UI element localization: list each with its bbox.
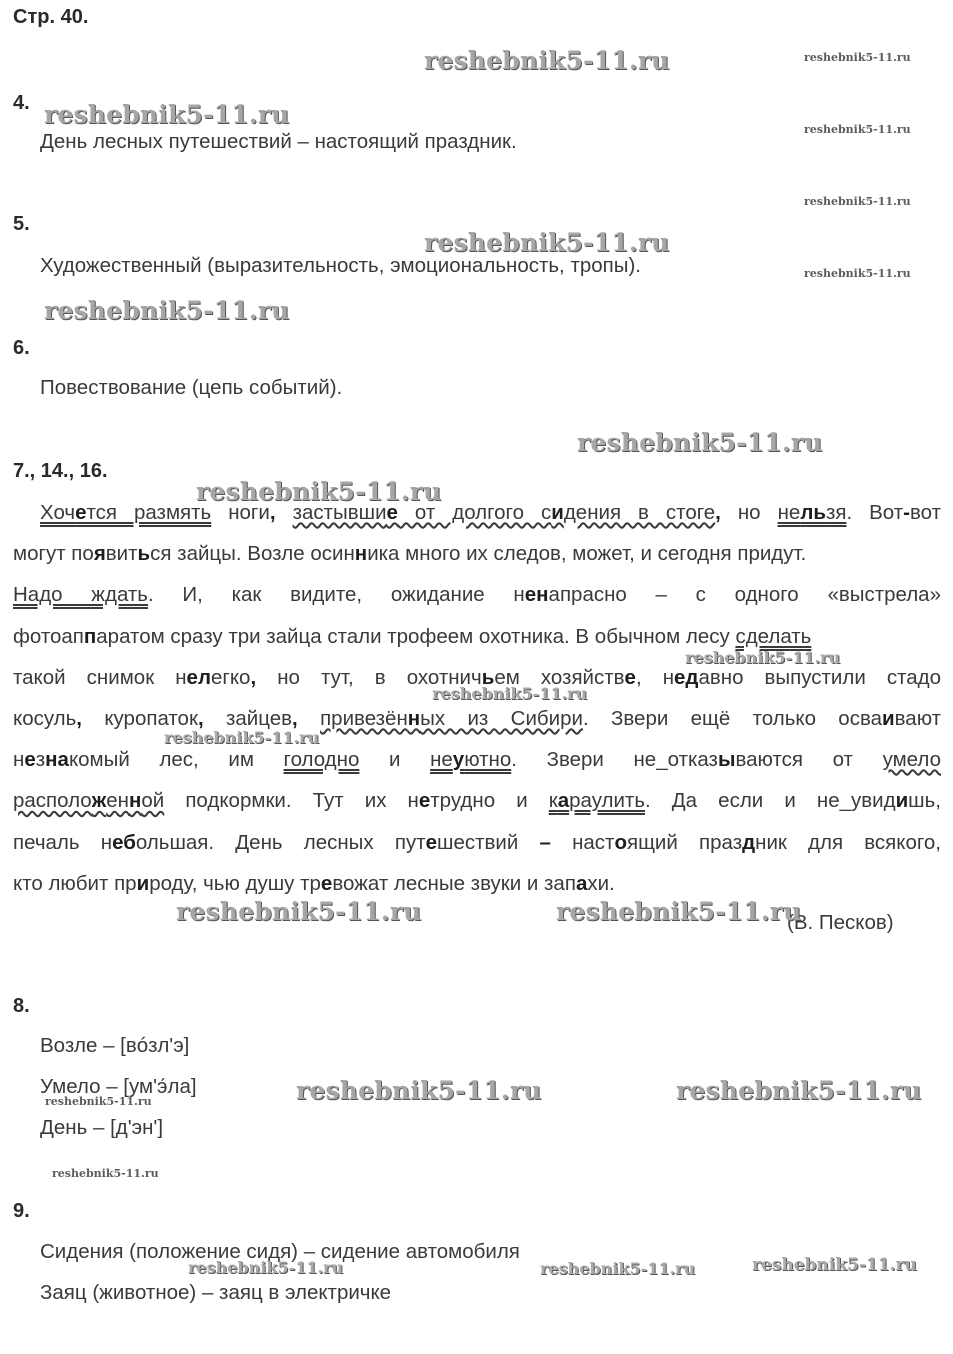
marked-text: - — [903, 501, 910, 524]
text-segment: фотоап — [13, 624, 84, 648]
task-8-number: 8. — [13, 995, 30, 1017]
text-segment: ящий праз — [626, 830, 743, 854]
watermark: reshebnik5-11.ru — [540, 1259, 696, 1278]
watermark: reshebnik5-11.ru — [164, 728, 320, 747]
marked-text: , — [269, 501, 276, 524]
marked-text: ь — [481, 665, 495, 689]
text-segment: ник для всякого, — [755, 830, 941, 854]
text-segment: наст — [550, 830, 615, 854]
marked-text: голодно — [283, 748, 360, 772]
task-7-author: (В. Песков) — [787, 911, 894, 934]
task-6-number: 6. — [13, 337, 30, 359]
text-segment: вот — [909, 501, 941, 524]
watermark: reshebnik5-11.ru — [176, 897, 422, 926]
marked-text: ь — [137, 542, 151, 566]
task-8-item: Возле – [вóзл'э] — [40, 1034, 190, 1057]
watermark: reshebnik5-11.ru — [804, 267, 911, 280]
watermark: reshebnik5-11.ru — [424, 228, 670, 257]
watermark: reshebnik5-11.ru — [432, 684, 588, 703]
marked-text: п — [83, 624, 97, 648]
text-segment: шествий — [437, 830, 540, 854]
marked-text: я — [93, 542, 106, 566]
text-segment: но — [720, 501, 778, 524]
marked-text: е — [24, 748, 36, 772]
text-segment: ся зайцы. Возле осин — [150, 542, 355, 566]
watermark: reshebnik5-11.ru — [45, 1095, 152, 1108]
marked-text: е — [425, 830, 438, 854]
marked-text: е — [386, 501, 398, 524]
task-9-item: Сидения (положение сидя) – сидение автомобиля — [40, 1240, 520, 1263]
marked-text: е — [320, 871, 333, 895]
marked-text: о — [614, 830, 627, 854]
text-segment: авно выпустили стадо — [698, 665, 941, 689]
text-segment: кто любит пр — [13, 871, 137, 895]
marked-text: и — [882, 706, 895, 730]
watermark: reshebnik5-11.ru — [804, 51, 911, 64]
task-5-number: 5. — [13, 213, 30, 235]
marked-text: тся размять — [86, 501, 212, 524]
marked-text: не — [430, 748, 453, 772]
marked-text: а — [575, 871, 588, 895]
text-line — [13, 574, 941, 615]
task-4-answer: День лесных путешествий – настоящий праздник. — [40, 130, 517, 153]
marked-text: зя — [825, 501, 847, 524]
text-segment: но тут, в охотнич — [256, 665, 482, 689]
watermark: reshebnik5-11.ru — [676, 1076, 922, 1105]
marked-text: и — [895, 789, 909, 813]
watermark: reshebnik5-11.ru — [577, 428, 823, 457]
marked-text: умело — [882, 748, 941, 772]
marked-text: от долгого с — [397, 501, 552, 524]
text-segment: трудно и — [430, 789, 549, 813]
watermark: reshebnik5-11.ru — [196, 477, 442, 506]
watermark: reshebnik5-11.ru — [752, 1255, 917, 1275]
marked-text: ой — [141, 789, 165, 813]
text-segment: зайцев — [203, 706, 293, 730]
marked-text: располо — [13, 789, 92, 813]
text-segment: . Звери ещё только осва — [582, 706, 883, 730]
marked-text: Хоч — [40, 501, 76, 524]
marked-text: , — [76, 706, 82, 730]
text-line — [13, 492, 941, 533]
marked-text: ль — [800, 501, 826, 524]
marked-text: к — [548, 789, 558, 813]
marked-text: н — [354, 542, 368, 566]
marked-text: не — [777, 501, 801, 524]
text-segment: . И, как видите, ожидание н — [148, 583, 525, 607]
marked-text: а — [557, 789, 570, 813]
page-header: Стр. 40. — [13, 6, 89, 28]
marked-text: – — [539, 830, 551, 854]
marked-text: у — [452, 748, 465, 772]
marked-text: и — [551, 501, 564, 524]
marked-text: д — [742, 830, 756, 854]
marked-text: , — [715, 501, 721, 524]
watermark: reshebnik5-11.ru — [556, 897, 802, 926]
text-segment: апрасно – с одного «выстрела» — [548, 583, 941, 607]
task-4-number: 4. — [13, 92, 30, 114]
text-segment: н — [13, 748, 25, 772]
task-5-answer: Художественный (выразительность, эмоциональность, тропы). — [40, 254, 641, 277]
text-segment — [298, 707, 320, 730]
marked-text: ж — [91, 789, 107, 813]
text-segment: печаль н — [13, 830, 113, 854]
marked-text: , — [250, 665, 257, 689]
marked-text: ед — [674, 665, 699, 689]
marked-text: е — [624, 665, 636, 689]
marked-text: ел — [186, 665, 211, 689]
watermark: reshebnik5-11.ru — [804, 123, 911, 136]
watermark: reshebnik5-11.ru — [44, 100, 290, 129]
text-segment: хи. — [587, 871, 615, 895]
watermark: reshebnik5-11.ru — [52, 1167, 159, 1180]
text-line — [13, 698, 941, 739]
marked-text: сделать — [735, 624, 812, 648]
marked-text: и — [136, 871, 150, 895]
marked-text: н — [45, 748, 58, 772]
marked-text: н — [128, 789, 142, 813]
text-segment: подкормки. Тут их н — [164, 789, 419, 813]
marked-text: ен — [524, 583, 549, 607]
marked-text: е — [75, 501, 87, 524]
text-segment: , н — [635, 665, 675, 689]
text-segment: косуль — [13, 706, 77, 730]
text-segment: комый лес, им — [68, 748, 284, 772]
text-segment: . Звери не_отказ — [511, 748, 718, 772]
text-segment: з — [35, 748, 46, 772]
text-segment: . Вот — [846, 501, 904, 524]
text-segment: и — [359, 748, 431, 772]
text-segment: . Да если и не_увид — [645, 789, 896, 813]
text-segment: ваются от — [735, 748, 883, 772]
marked-text: привезён — [320, 706, 408, 730]
text-segment: вают — [894, 706, 941, 730]
text-segment: вожат лесные звуки и зап — [332, 871, 576, 895]
watermark: reshebnik5-11.ru — [296, 1076, 542, 1105]
task-8-item: Умело – [ум'э́ла] — [40, 1075, 197, 1098]
text-segment: роду, чью душу тр — [149, 871, 321, 895]
watermark: reshebnik5-11.ru — [685, 648, 841, 667]
marked-text: раулить — [569, 789, 645, 813]
marked-text: ютно — [464, 748, 512, 772]
marked-text: а — [57, 748, 69, 772]
text-segment: ика много их следов, может, и сегодня придут. — [367, 542, 807, 566]
marked-text: дения в стоге — [563, 501, 716, 524]
task-7-number: 7., 14., 16. — [13, 460, 108, 482]
watermark: reshebnik5-11.ru — [424, 46, 670, 75]
text-segment: аратом сразу три зайца стали трофеем охотника. В обычном лесу — [96, 624, 736, 648]
text-line — [13, 780, 941, 821]
text-segment: ем хозяйств — [494, 665, 625, 689]
marked-text: еб — [112, 830, 136, 854]
watermark: reshebnik5-11.ru — [188, 1258, 344, 1277]
marked-text: застывши — [292, 501, 387, 524]
marked-text: , — [292, 706, 298, 730]
text-line — [13, 822, 941, 863]
text-segment: шь, — [908, 789, 941, 813]
text-segment: куропаток — [82, 706, 198, 730]
text-segment: егко — [210, 665, 251, 689]
text-segment: ольшая. День лесных пут — [135, 830, 426, 854]
marked-text: Надо ждать — [13, 583, 148, 607]
text-segment: могут по — [13, 542, 94, 566]
text-segment: ноги — [211, 501, 270, 524]
text-line — [13, 533, 941, 574]
watermark: reshebnik5-11.ru — [44, 296, 290, 325]
marked-text: е — [418, 789, 431, 813]
task-9-item: Заяц (животное) – заяц в электричке — [40, 1281, 392, 1304]
task-9-number: 9. — [13, 1200, 30, 1222]
marked-text: н — [407, 706, 421, 730]
text-segment: вит — [105, 542, 138, 566]
marked-text: ых из Сибири — [420, 706, 583, 730]
task-6-answer: Повествование (цепь событий). — [40, 376, 343, 399]
marked-text: , — [197, 706, 204, 730]
marked-text: ен — [106, 789, 129, 813]
watermark: reshebnik5-11.ru — [804, 195, 911, 208]
text-segment: такой снимок н — [13, 665, 187, 689]
text-line — [13, 739, 941, 780]
marked-text: ы — [717, 748, 736, 772]
task-8-item: День – [д'эн'] — [40, 1116, 164, 1139]
